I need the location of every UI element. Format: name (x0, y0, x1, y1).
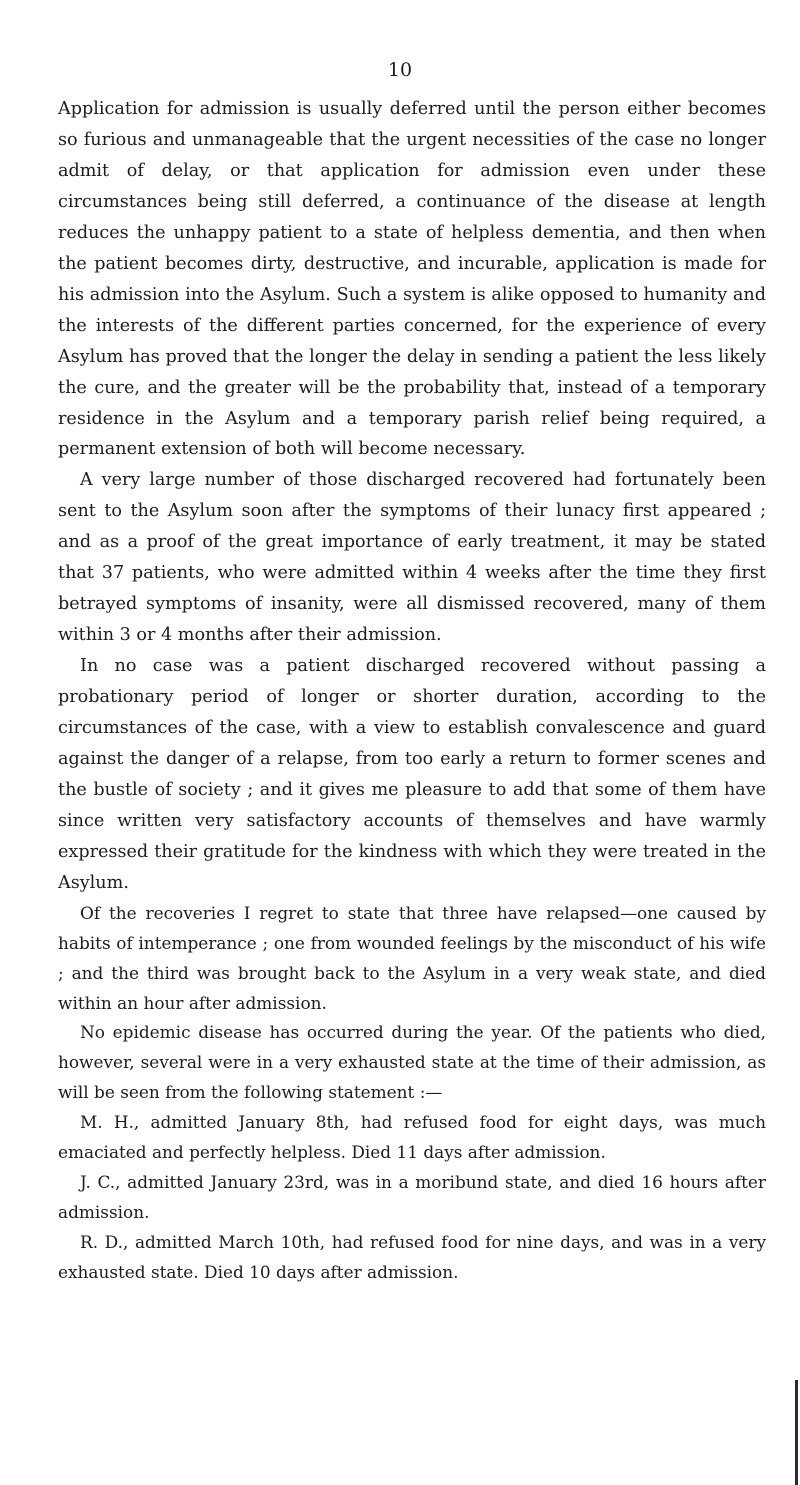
page-edge-shadow (795, 1380, 798, 1485)
case-note-r-d: R. D., admitted March 10th, had refused food for nine days, and was in a very exhausted state. Died 10 days after admission. (58, 1231, 766, 1282)
paragraph-probationary-period: In no case was a patient discharged recovered without passing a probationary period of longer or shorter duration, according to the circumstances of the case, with a view to establish convalescence and guard against the danger of a relapse, from too early a return to former scenes and the bustle of society ; and it gives me pleasure to add that some of them have since written very satisfactory accounts of themselves and have warmly expressed their gratitude for the kindness with which they were treated in the Asylum. (58, 656, 766, 893)
page-number: 10 (387, 59, 413, 81)
paragraph-delayed-admission: Application for admission is usually deferred until the person either becomes so furious and unmanageable that the urgent necessities of the case no longer admit of delay, or that application for admission even under these circumstances being still deferred, a continuance of the disease at length reduces the unhappy patient to a state of helpless dementia, and then when the patient becomes dirty, destructive, and incurable, application is made for his admission into the Asylum. Such a system is alike opposed to humanity and the interests of the different parties concerned, for the experience of every Asylum has proved that the longer the delay in sending a patient the less likely the cure, and the greater will be the probability that, instead of a temporary residence in the Asylum and a temporary parish relief being required, a permanent extension of both will become necessary. (58, 99, 766, 460)
case-note-j-c: J. C., admitted January 23rd, was in a moribund state, and died 16 hours after admission. (58, 1171, 766, 1222)
paragraph-early-treatment: A very large number of those discharged recovered had fortunately been sent to the Asylum soon after the symptoms of their lunacy first appeared ; and as a proof of the great importance of early treatment, it may be stated that 37 patients, who were admitted within 4 weeks after the time they first betrayed symptoms of insanity, were all dismissed recovered, many of them within 3 or 4 months after their admission. (58, 470, 766, 646)
paragraph-relapses: Of the recoveries I regret to state that three have relapsed—one caused by habits of intemperance ; one from wounded feelings by the misconduct of his wife ; and the third was brought back to the Asylum in a very weak state, and died within an hour after admission. (58, 902, 766, 1013)
paragraph-epidemic-disease: No epidemic disease has occurred during the year. Of the patients who died, however, several were in a very exhausted state at the time of their admission, as will be seen from the following statement :— (58, 1022, 766, 1103)
case-note-m-h: M. H., admitted January 8th, had refused food for eight days, was much emaciated and perfectly helpless. Died 11 days after admission. (58, 1112, 766, 1163)
body-text (58, 94, 766, 1288)
